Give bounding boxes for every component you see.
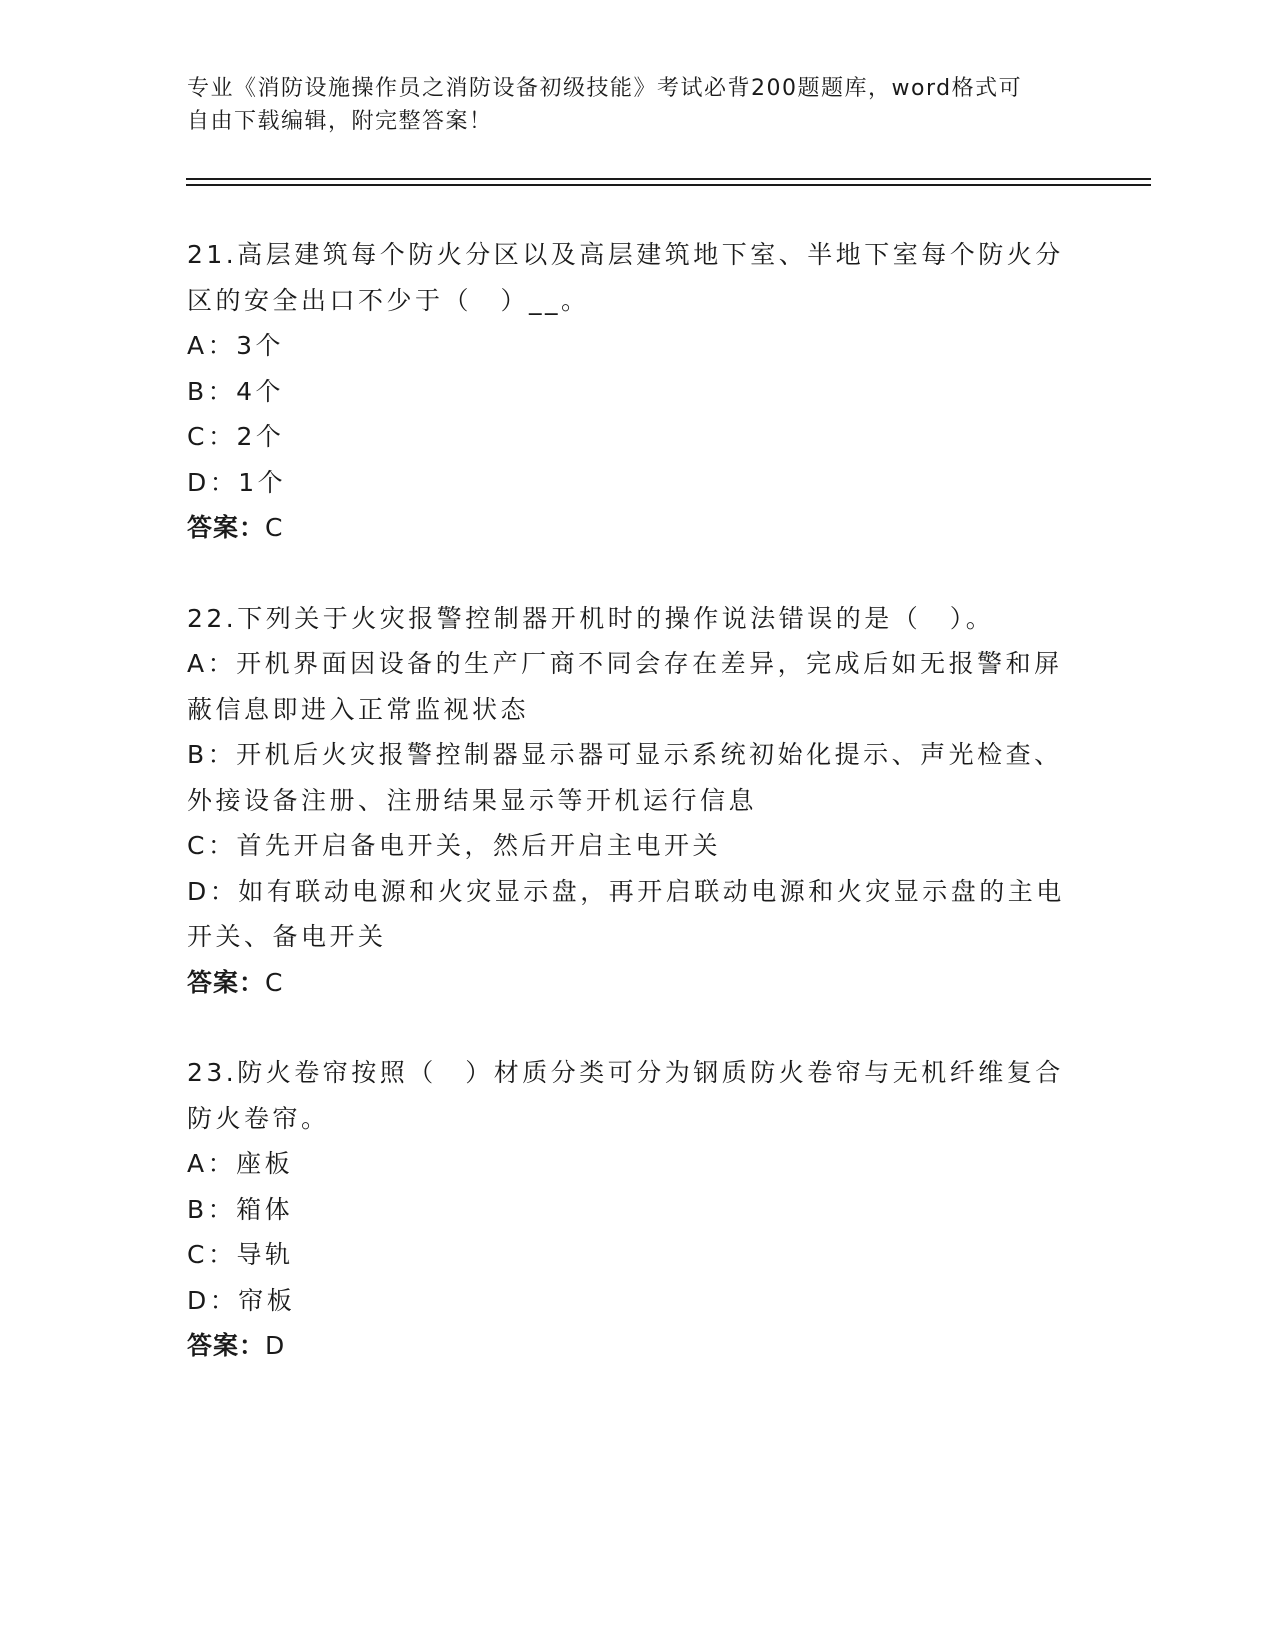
option-d: D：1个	[187, 467, 287, 497]
option-b-continued: 外接设备注册、注册结果显示等开机运行信息	[187, 785, 758, 815]
option-c: C：首先开启备电开关，然后开启主电开关	[187, 831, 721, 860]
option-d: D：如有联动电源和火灾显示盘，再开启联动电源和火灾显示盘的主电	[187, 876, 1065, 906]
option-c: C：2个	[187, 422, 285, 451]
header-line-2: 自由下载编辑，附完整答案！	[187, 109, 493, 134]
option-b: B：箱体	[187, 1194, 294, 1224]
answer-value: C	[265, 967, 284, 997]
question-stem: 22.下列关于火灾报警控制器开机时的操作说法错误的是（ ）。	[187, 603, 995, 633]
option-d: D：帘板	[187, 1285, 296, 1315]
question-stem: 防火卷帘。	[187, 1103, 330, 1133]
answer-value: D	[265, 1331, 286, 1360]
option-d-continued: 开关、备电开关	[187, 922, 387, 951]
header-line-1: 专业《消防设施操作员之消防设备初级技能》考试必背200题题库，word格式可	[187, 76, 1023, 101]
question-stem: 区的安全出口不少于（ ）__。	[187, 285, 590, 315]
document-header	[187, 72, 1087, 138]
header-divider-bottom	[186, 184, 1151, 186]
option-b: B：4个	[187, 376, 285, 406]
option-a: A：3个	[187, 331, 285, 360]
header-divider-top	[186, 178, 1151, 180]
answer-line	[187, 1323, 1077, 1369]
answer-label: 答案：	[187, 513, 266, 542]
option-a: A：开机界面因设备的生产厂商不同会存在差异，完成后如无报警和屏	[187, 649, 1063, 678]
question-21	[187, 232, 1077, 551]
question-list	[187, 232, 1077, 1414]
answer-value: C	[265, 513, 284, 542]
option-a: A：座板	[187, 1149, 294, 1178]
option-c: C：导轨	[187, 1240, 294, 1269]
answer-label: 答案：	[187, 967, 266, 997]
answer-line	[187, 960, 1077, 1006]
option-a-continued: 蔽信息即进入正常监视状态	[187, 694, 530, 724]
question-stem: 23.防火卷帘按照（ ）材质分类可分为钢质防火卷帘与无机纤维复合	[187, 1058, 1064, 1087]
answer-line	[187, 505, 1077, 551]
question-stem: 21.高层建筑每个防火分区以及高层建筑地下室、半地下室每个防火分	[187, 240, 1064, 269]
option-b: B：开机后火灾报警控制器显示器可显示系统初始化提示、声光检查、	[187, 740, 1063, 769]
question-22	[187, 596, 1077, 1006]
answer-label: 答案：	[187, 1331, 266, 1360]
question-23	[187, 1050, 1077, 1369]
